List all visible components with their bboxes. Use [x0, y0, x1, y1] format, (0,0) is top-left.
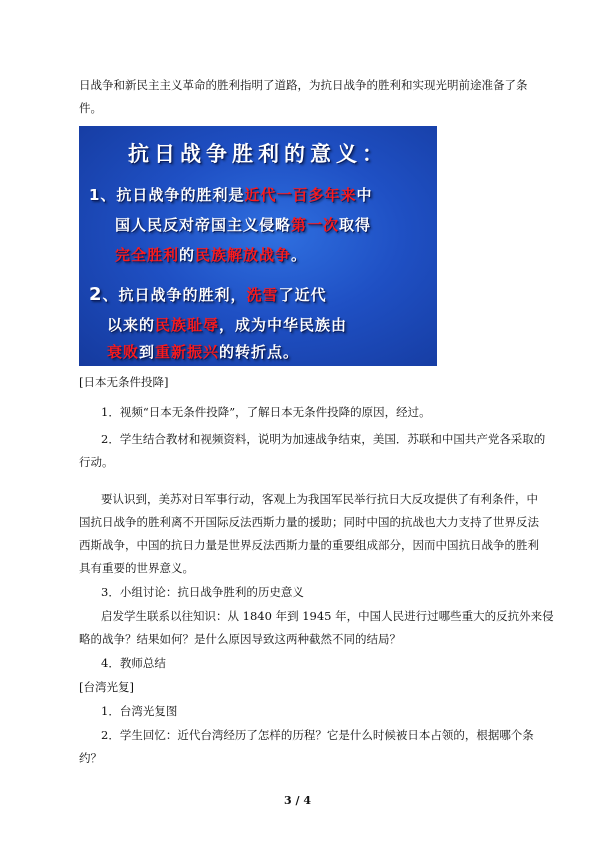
slide-highlight: 第一次: [291, 216, 340, 234]
slide-text: 取得: [339, 216, 372, 234]
slide-highlight: 洗雪: [246, 286, 279, 304]
list-item: 4．教师总结: [101, 656, 166, 670]
paragraph-line: 国抗日战争的胜利离不开国际反法西斯力量的援助；同时中国的抗战也大力支持了世界反法: [79, 515, 539, 529]
slide-text: 1、抗日战争的胜利是: [89, 186, 245, 204]
paragraph-line: 具有重要的世界意义。: [79, 561, 194, 575]
slide-highlight: 民族解放战争: [195, 246, 292, 264]
slide-text: 以来的: [107, 316, 156, 334]
paragraph-line: 西斯战争，中国的抗日力量是世界反法西斯力量的重要组成部分，因而中国抗日战争的胜利: [79, 538, 539, 552]
slide-text: 了近代: [278, 286, 327, 304]
slide-text: 到: [139, 343, 156, 361]
section-heading: [台湾光复]: [79, 680, 134, 694]
list-item: 3．小组讨论：抗日战争胜利的历史意义: [101, 585, 304, 599]
paragraph-line: 要认识到，美苏对日军事行动，客观上为我国军民举行抗日大反攻提供了有利条件，中: [101, 492, 538, 506]
slide-highlight: 重新振兴: [155, 343, 220, 361]
slide-line-5: [107, 314, 347, 335]
paragraph-line: 件。: [79, 101, 102, 115]
slide-line-3: [115, 244, 307, 265]
slide-text: 中: [356, 186, 373, 204]
slide-line-2: [115, 214, 371, 235]
list-item: 2．学生回忆：近代台湾经历了怎样的历程？它是什么时候被日本占领的，根据哪个条: [101, 728, 534, 742]
list-item: 2．学生结合教材和视频资料，说明为加速战争结束，美国．苏联和中国共产党各采取的: [101, 432, 546, 446]
slide-highlight: 完全胜利: [115, 246, 180, 264]
paragraph-line: 略的战争？结果如何？是什么原因导致这两种截然不同的结局？: [79, 632, 401, 646]
page-number: 3 / 4: [284, 794, 311, 807]
slide-line-6: [107, 341, 299, 362]
slide-text: 。: [291, 246, 308, 264]
slide-text: ，成为中华民族由: [219, 316, 348, 334]
slide-line-4: [89, 284, 327, 305]
slide-text: 的: [179, 246, 196, 264]
slide-title: 抗日战争胜利的意义：: [128, 142, 388, 166]
list-item: 约？: [79, 751, 102, 765]
slide-highlight: 近代一百多年来: [244, 186, 357, 204]
slide-text: 、抗日战争的胜利，: [102, 286, 247, 304]
list-item: 行动。: [79, 455, 114, 469]
slide-text: 国人民反对帝国主义侵略: [115, 216, 292, 234]
slide-line-1: [89, 184, 372, 205]
slide-text: 的转折点。: [219, 343, 300, 361]
list-item: 1．视频“日本无条件投降”，了解日本无条件投降的原因，经过。: [101, 405, 431, 419]
section-heading: [日本无条件投降]: [79, 375, 169, 389]
list-item: 1．台湾光复图: [101, 704, 178, 718]
slide-image: [79, 126, 437, 366]
slide-number: 2: [89, 284, 103, 305]
paragraph-line: 日战争和新民主主义革命的胜利指明了道路，为抗日战争的胜利和实现光明前途准备了条: [79, 78, 528, 92]
slide-highlight: 衰败: [107, 343, 140, 361]
slide-highlight: 民族耻辱: [155, 316, 220, 334]
paragraph-line: 启发学生联系以往知识：从 1840 年到 1945 年，中国人民进行过哪些重大的反抗外来侵: [101, 609, 554, 623]
